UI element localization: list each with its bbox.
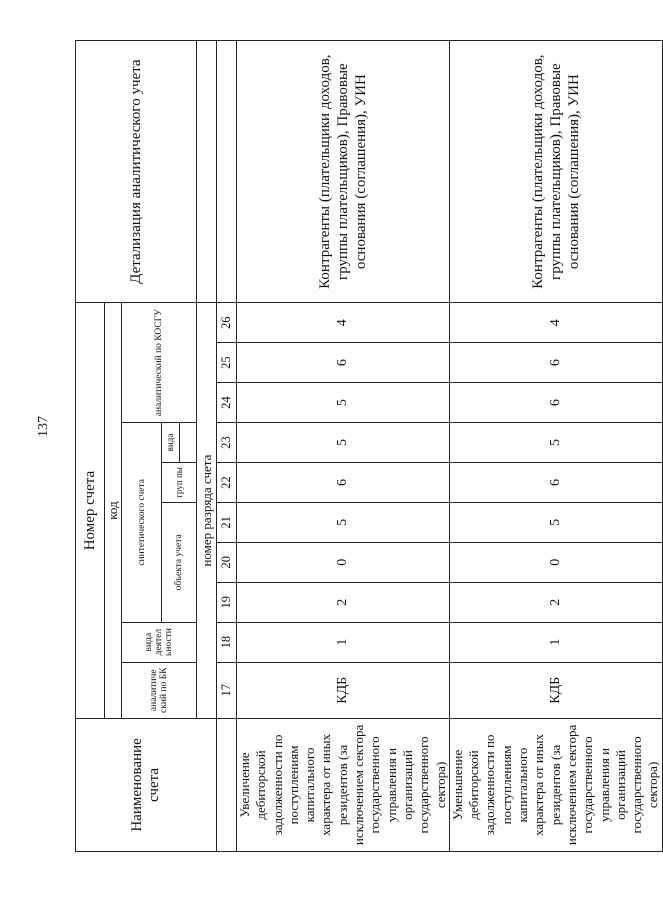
header-digit-number: номер разряда счета xyxy=(197,303,217,719)
table-row xyxy=(237,41,450,852)
page-number: 137 xyxy=(36,416,51,437)
row-value: КДБ xyxy=(237,662,450,718)
column-number: 23 xyxy=(217,423,237,463)
header-detail: Детализация аналитического учета xyxy=(76,41,197,303)
row-value: 2 xyxy=(449,582,662,622)
row-value: 1 xyxy=(449,622,662,662)
row-value: КДБ xyxy=(449,662,662,718)
row-value: 2 xyxy=(237,582,450,622)
rotated-account-table xyxy=(75,40,661,852)
header-activity-type: вида деятел ьности xyxy=(122,622,197,662)
column-number: 20 xyxy=(217,542,237,582)
row-value: 0 xyxy=(237,542,450,582)
row-value: 1 xyxy=(237,622,450,662)
column-number: 21 xyxy=(217,502,237,542)
row-value: 4 xyxy=(237,303,450,343)
header-code: код xyxy=(105,303,122,719)
header-group: груп пы xyxy=(162,462,197,502)
column-number: 17 xyxy=(217,662,237,718)
row-value: 5 xyxy=(449,423,662,463)
column-number: 24 xyxy=(217,383,237,423)
column-number-blank xyxy=(217,718,237,851)
header-account-name: Наименование счета xyxy=(76,718,217,851)
header-analytical-kosgu: аналитический по КОСГУ xyxy=(122,303,197,423)
header-detail-spacer xyxy=(197,41,217,303)
row-account-name: Уменьшение дебиторской задолженности по поступлениям капитального характера от иных резидентов (за исключением сектора государственного управления и организаций государственного сектора) xyxy=(449,718,662,851)
header-kind: вида xyxy=(162,423,180,463)
row-value: 6 xyxy=(449,383,662,423)
column-number: 25 xyxy=(217,343,237,383)
column-number: 22 xyxy=(217,462,237,502)
account-table xyxy=(75,40,663,852)
header-kind-spacer xyxy=(180,423,197,463)
column-number: 19 xyxy=(217,582,237,622)
column-number-blank xyxy=(217,41,237,303)
row-detail: Контрагенты (плательщики доходов, группы плательщиков), Правовые основания (соглашения), УИН xyxy=(449,41,662,303)
row-account-name: Увеличение дебиторской задолженности по поступлениям капитального характера от иных резидентов (за исключением сектора государственного управления и организаций государственного сектора) xyxy=(237,718,450,851)
row-detail: Контрагенты (плательщики доходов, группы плательщиков), Правовые основания (соглашения), УИН xyxy=(237,41,450,303)
column-number: 26 xyxy=(217,303,237,343)
row-value: 0 xyxy=(449,542,662,582)
header-account-number: Номер счета xyxy=(76,303,105,719)
header-analytical-bk: аналитиче ский по БК xyxy=(122,662,197,718)
row-value: 4 xyxy=(449,303,662,343)
row-value: 5 xyxy=(237,502,450,542)
row-value: 5 xyxy=(237,383,450,423)
row-value: 6 xyxy=(449,343,662,383)
row-value: 5 xyxy=(237,423,450,463)
table-row xyxy=(449,41,662,852)
column-number: 18 xyxy=(217,622,237,662)
header-object: объекта учета xyxy=(162,502,197,622)
row-value: 5 xyxy=(449,502,662,542)
row-value: 6 xyxy=(237,462,450,502)
row-value: 6 xyxy=(449,462,662,502)
header-synthetic: синтетического счета xyxy=(122,423,162,623)
row-value: 6 xyxy=(237,343,450,383)
